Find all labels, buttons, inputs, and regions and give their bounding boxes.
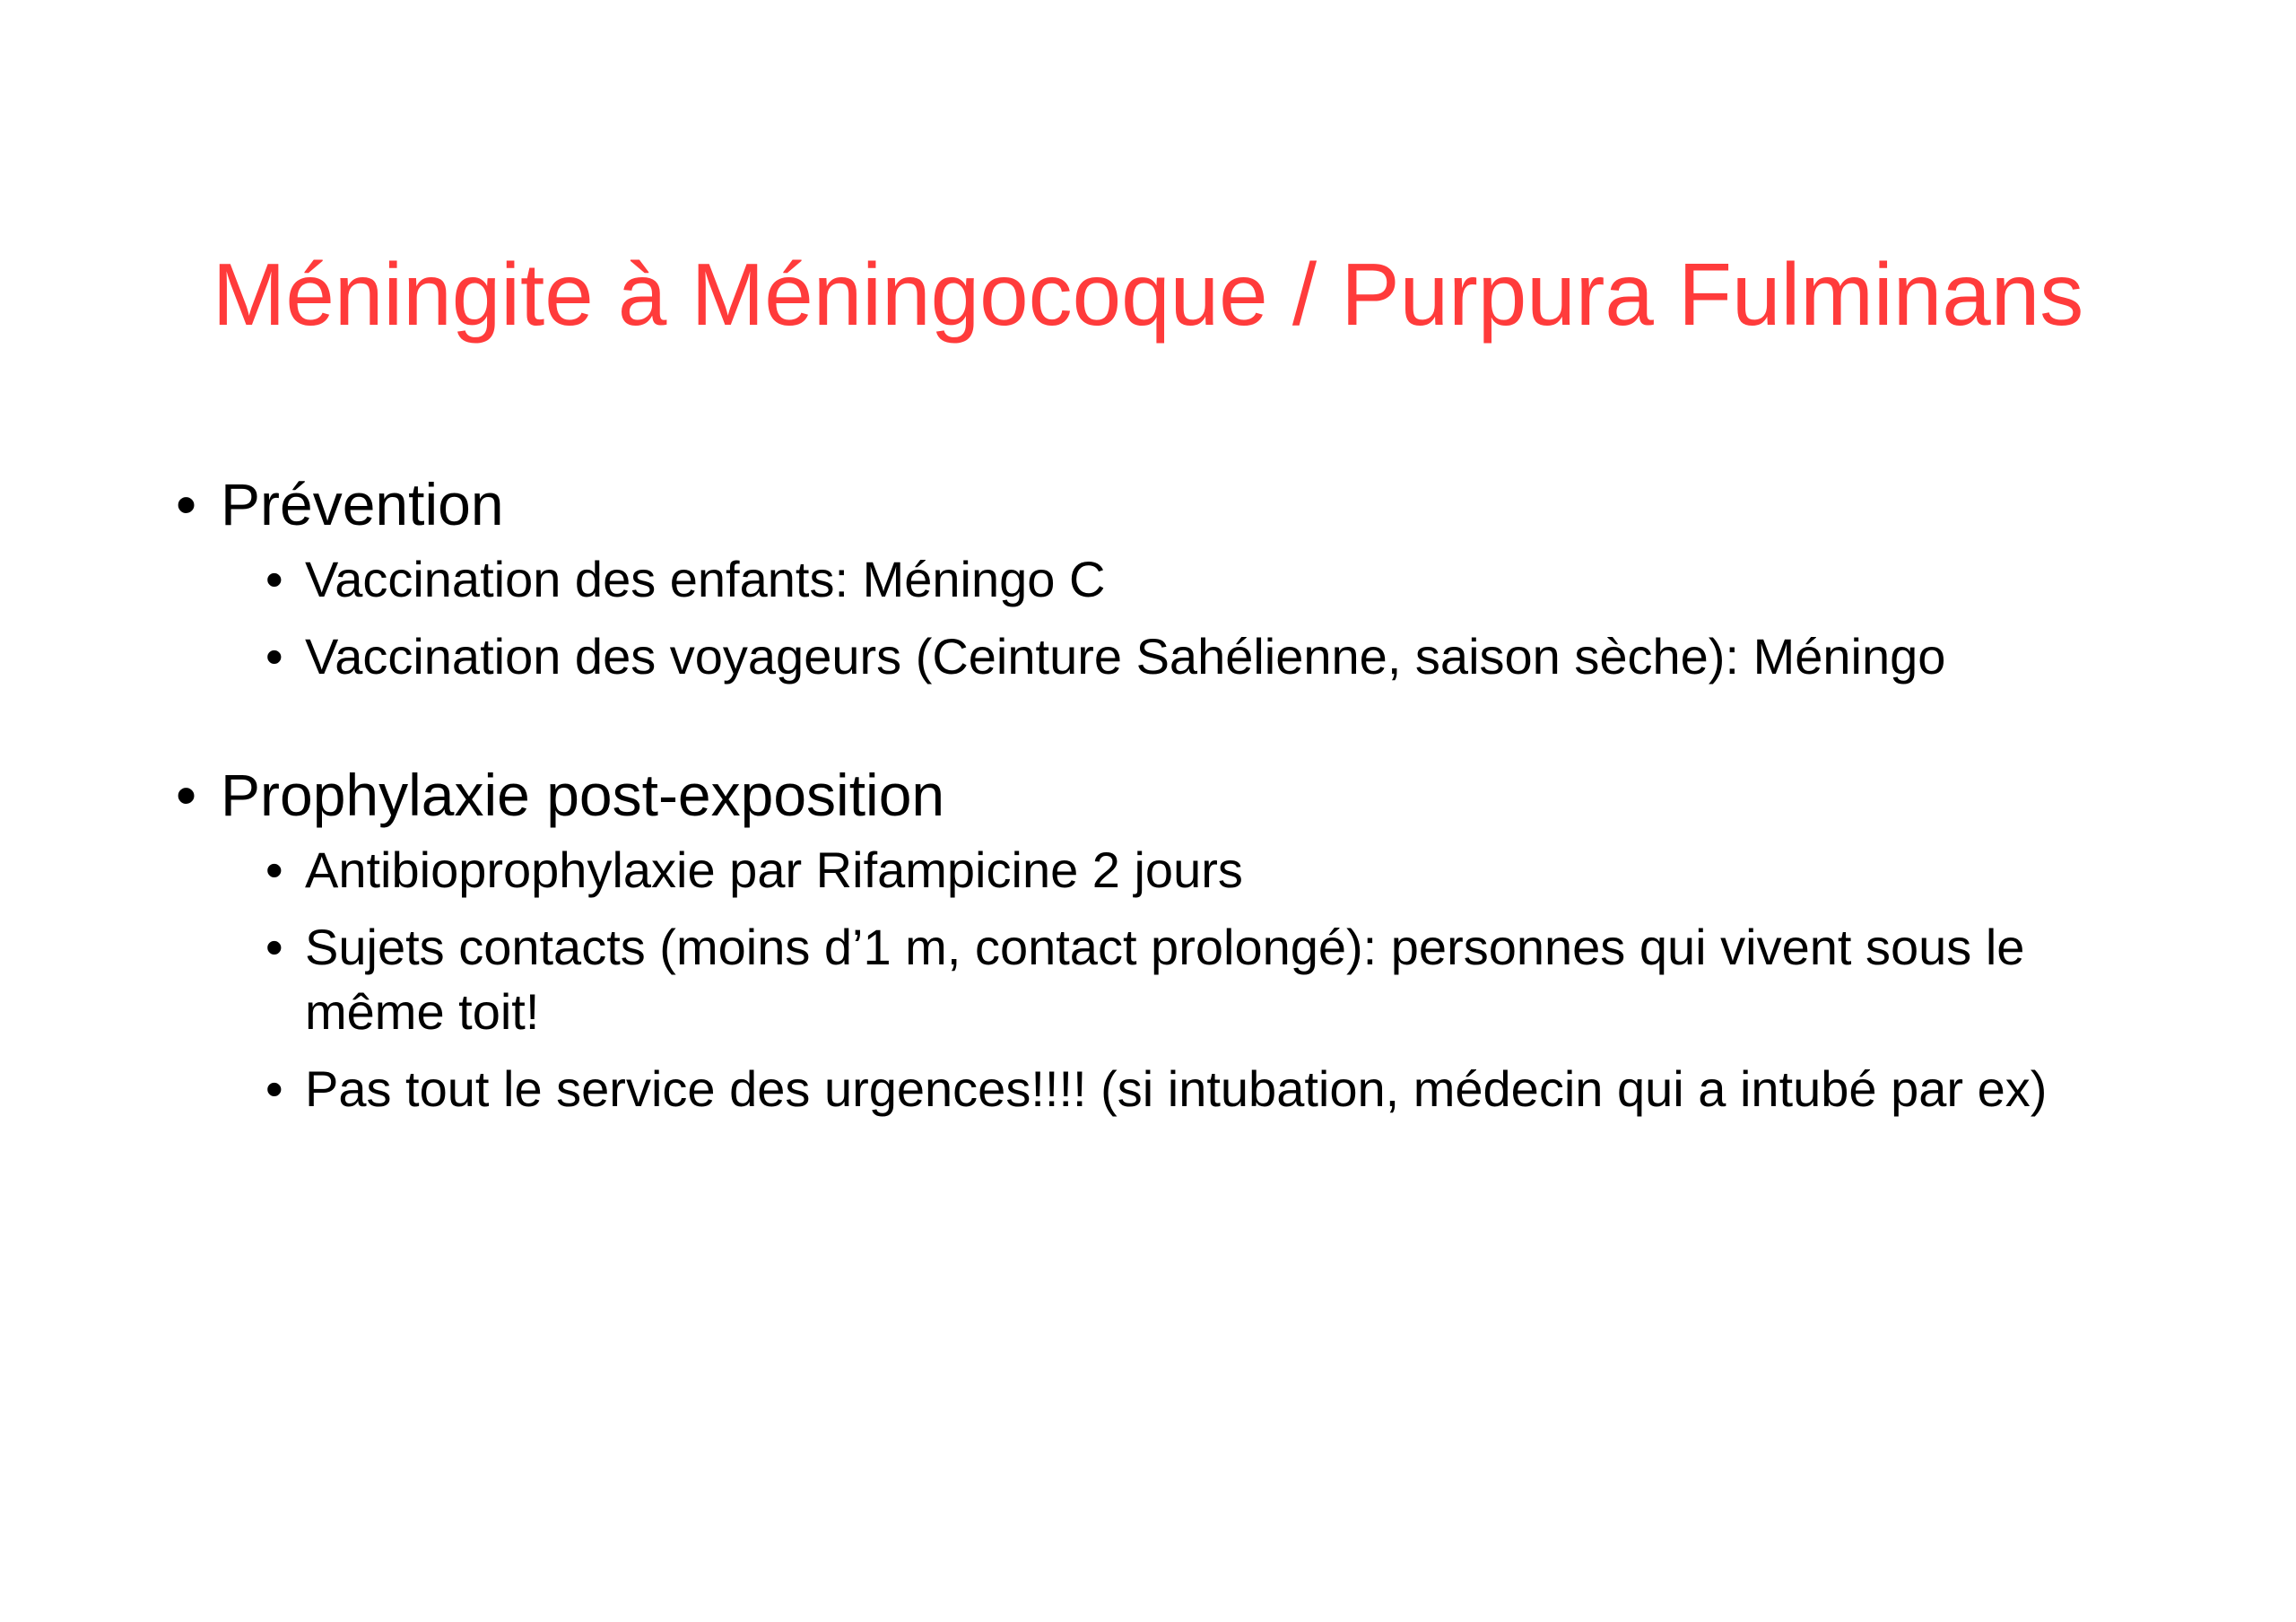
- bullet-icon: •: [176, 471, 197, 537]
- bullet-icon: •: [265, 1060, 283, 1117]
- list-item-text: Vaccination des enfants: Méningo C: [305, 551, 1106, 607]
- list-item: [265, 547, 2140, 612]
- list-item-text: Antibioprophylaxie par Rifampicine 2 jours: [305, 842, 1243, 898]
- sub-bullet-list: [176, 838, 2140, 1121]
- bullet-icon: •: [265, 842, 283, 898]
- list-item-text: Sujets contacts (moins d’1 m, contact prolongé): personnes qui vivent sous le même toit!: [305, 919, 2025, 1040]
- slide-body: [176, 467, 2140, 1134]
- list-item-text: Vaccination des voyageurs (Ceinture Sahélienne, saison sèche): Méningo: [305, 628, 1946, 685]
- section-prevention: [176, 467, 2140, 689]
- list-item-text: Pas tout le service des urgences!!!! (si intubation, médecin qui a intubé par ex): [305, 1060, 2048, 1117]
- bullet-icon: •: [265, 628, 283, 685]
- bullet-icon: •: [176, 762, 197, 828]
- section-heading-text: Prévention: [221, 471, 504, 537]
- list-item: [265, 915, 2140, 1044]
- slide-title: Méningite à Méningocoque / Purpura Fulminans: [212, 245, 2084, 344]
- bullet-icon: •: [265, 919, 283, 975]
- list-item: [265, 838, 2140, 903]
- section-heading: [176, 757, 2140, 833]
- section-heading-text: Prophylaxie post-exposition: [221, 762, 945, 828]
- list-item: [265, 1057, 2140, 1121]
- sub-bullet-list: [176, 547, 2140, 689]
- bullet-icon: •: [265, 551, 283, 607]
- section-prophylaxie: [176, 757, 2140, 1121]
- list-item: [265, 624, 2140, 689]
- section-heading: [176, 467, 2140, 542]
